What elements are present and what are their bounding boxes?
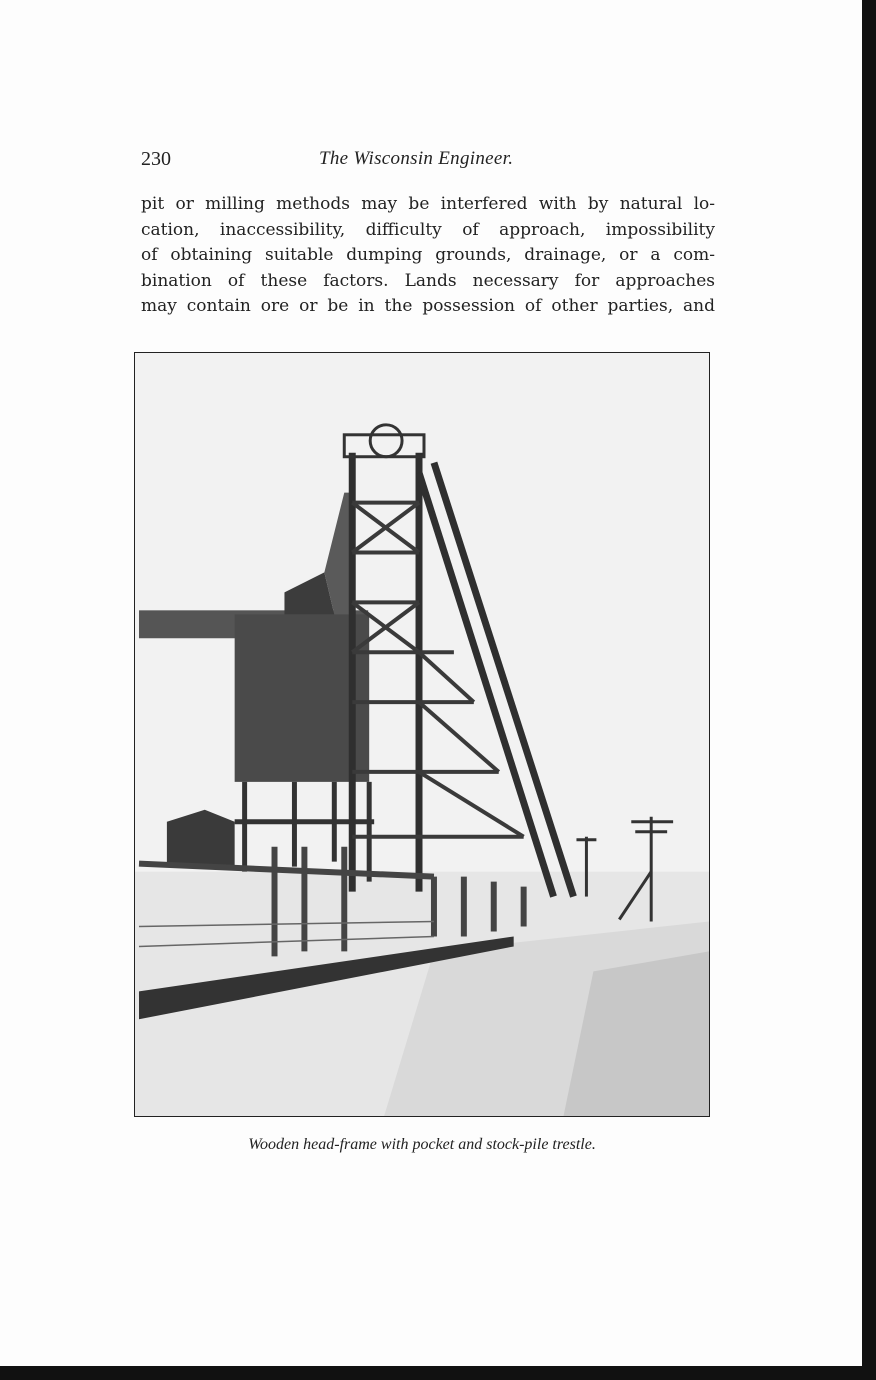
text-line: may contain ore or be in the possession of other parties, and — [141, 296, 715, 317]
body-paragraph — [141, 192, 715, 320]
page-header — [141, 146, 641, 174]
text-line: pit or milling methods may be interfered with by natural lo- — [141, 194, 715, 214]
text-line: bination of these factors. Lands necessary for approaches — [141, 270, 715, 291]
headframe-photograph — [134, 352, 710, 1117]
text-line: of obtaining suitable dumping grounds, drainage, or a com- — [141, 245, 715, 266]
page-number: 230 — [141, 148, 171, 170]
text-line: cation, inaccessibility, difficulty of approach, impossibility — [141, 219, 715, 240]
running-title: The Wisconsin Engineer. — [319, 148, 514, 169]
headframe-photo-illustration — [135, 353, 709, 1116]
figure-caption: Wooden head-frame with pocket and stock-pile trestle. — [248, 1136, 596, 1153]
